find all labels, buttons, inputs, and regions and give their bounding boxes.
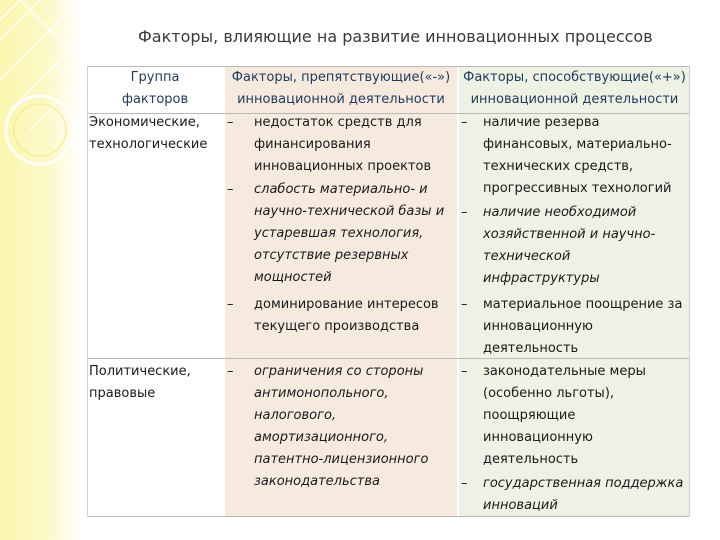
decorative-side-stripe — [0, 0, 82, 540]
header-group — [87, 67, 223, 111]
table-border-right — [689, 66, 690, 517]
text-line: налогового, — [254, 408, 337, 423]
header-group-line1: Группа — [130, 70, 180, 85]
dash-marker: – — [227, 115, 234, 130]
text-line: слабость материально- и — [254, 182, 428, 197]
title-area — [0, 0, 720, 60]
dash-marker: – — [227, 297, 234, 312]
text-line: наличие необходимой — [483, 205, 637, 220]
text-line: деятельность — [483, 452, 579, 467]
text-line: наличие резерва — [483, 115, 600, 130]
header-group-line2: факторов — [121, 92, 189, 107]
row1-group-line1: Экономические, — [89, 115, 200, 130]
text-line: текущего производства — [254, 319, 420, 334]
row1-negative-item3 — [254, 294, 439, 338]
dash-marker: – — [461, 364, 468, 379]
text-line: научно-технической базы и — [254, 204, 445, 219]
row1-positive-item3 — [483, 294, 682, 360]
page-title: Факторы, влияющие на развитие инновационных процессов — [138, 27, 653, 46]
text-line: патентно-лицензионного — [254, 452, 429, 467]
text-line: инноваций — [483, 498, 558, 513]
row2-positive-item1 — [483, 361, 646, 471]
text-line: технических средств, — [483, 159, 634, 174]
dash-marker: – — [461, 476, 468, 491]
text-line: недостаток средств для — [254, 115, 422, 130]
text-line: финансирования — [254, 137, 371, 152]
dash-marker: – — [461, 297, 468, 312]
text-line: доминирование интересов — [254, 297, 439, 312]
text-line: инновационную — [483, 430, 593, 445]
text-line: инновационных проектов — [254, 159, 432, 174]
row2-group — [89, 361, 191, 405]
text-line: антимонопольного, — [254, 386, 389, 401]
dash-marker: – — [461, 205, 468, 220]
row1-group-line2: технологические — [89, 137, 208, 152]
row1-positive-item1 — [483, 112, 672, 200]
text-line: прогрессивных технологий — [483, 181, 672, 196]
dash-marker: – — [227, 182, 234, 197]
factors-table — [87, 66, 690, 517]
text-line: поощряющие — [483, 408, 576, 423]
text-line: государственная поддержка — [483, 476, 684, 491]
row2-positive-item2 — [483, 473, 683, 517]
row1-group — [89, 112, 207, 156]
text-line: устаревшая технология, — [254, 226, 424, 241]
text-line: финансовых, материально- — [483, 137, 672, 152]
header-negative-line2: инновационной деятельности — [237, 92, 445, 107]
text-line: отсутствие резервных — [254, 248, 409, 263]
text-line: ограничения со стороны — [254, 364, 424, 379]
text-line: законодательства — [254, 474, 380, 489]
text-line: инновационную — [483, 319, 593, 334]
text-line: хозяйственной и научно- — [483, 227, 656, 242]
row1-negative-item2 — [254, 179, 444, 289]
text-line: инфраструктуры — [483, 271, 600, 286]
row2-group-line1: Политические, — [89, 364, 191, 379]
header-positive-line1: Факторы, способствующие(«+») — [463, 70, 686, 85]
row2-group-line2: правовые — [89, 386, 156, 401]
text-line: мощностей — [254, 270, 332, 285]
row1-negative-item1 — [254, 112, 431, 178]
text-line: (особенно льготы), — [483, 386, 615, 401]
text-line: амортизационного, — [254, 430, 388, 445]
row2-negative-item1 — [254, 361, 428, 493]
header-positive — [459, 67, 690, 111]
text-line: технической — [483, 249, 571, 264]
dash-marker: – — [461, 115, 468, 130]
header-negative — [225, 67, 457, 111]
text-line: законодательные меры — [483, 364, 646, 379]
text-line: материальное поощрение за — [483, 297, 683, 312]
text-line: деятельность — [483, 341, 579, 356]
header-negative-line1: Факторы, препятствующие(«-») — [231, 70, 451, 85]
table-border-left — [87, 66, 88, 517]
dash-marker: – — [227, 364, 234, 379]
header-positive-line2: инновационной деятельности — [470, 92, 679, 107]
decorative-pattern-icon — [0, 0, 82, 540]
row1-positive-item2 — [483, 202, 655, 290]
